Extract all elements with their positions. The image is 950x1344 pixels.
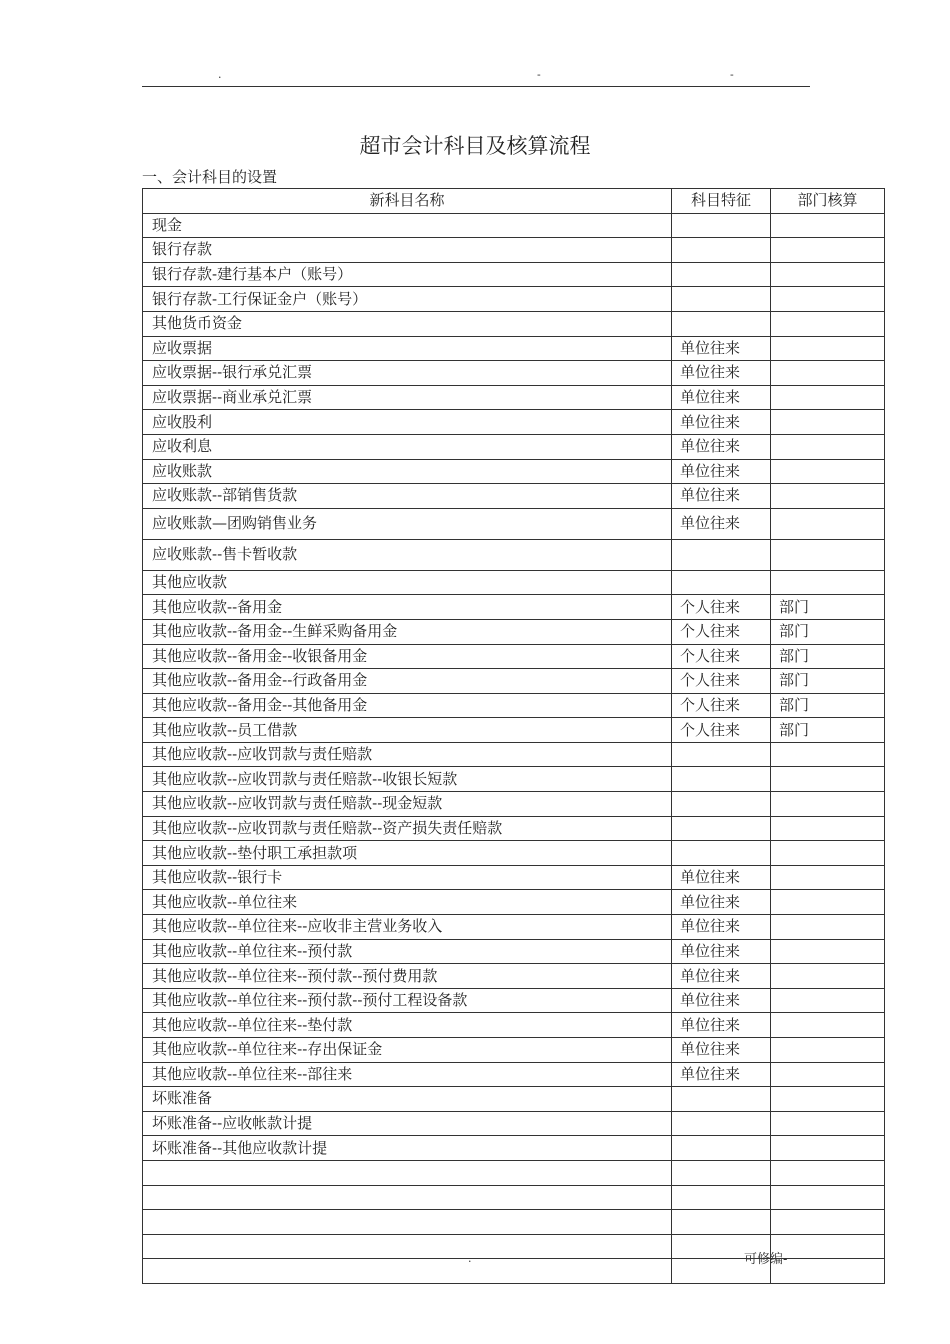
- department-cell: 部门: [771, 595, 885, 620]
- account-feature-cell: [672, 262, 771, 287]
- department-cell: [771, 508, 885, 539]
- department-cell: [771, 459, 885, 484]
- department-cell: [771, 1038, 885, 1063]
- account-name-cell: 银行存款-工行保证金户（账号）: [143, 287, 672, 312]
- header-rule: [142, 86, 810, 87]
- table-row: [143, 287, 885, 312]
- department-cell: [771, 213, 885, 238]
- account-feature-cell: [672, 742, 771, 767]
- account-name-cell: 其他应收款--单位往来--预付款: [143, 939, 672, 964]
- account-feature-cell: 个人往来: [672, 693, 771, 718]
- department-cell: [771, 238, 885, 263]
- account-feature-cell: 单位往来: [672, 915, 771, 940]
- account-name-cell: 应收票据--银行承兑汇票: [143, 361, 672, 386]
- department-cell: [771, 410, 885, 435]
- section-heading: 一、会计科目的设置: [142, 168, 278, 186]
- department-cell: [771, 767, 885, 792]
- account-name-cell: 其他应收款--备用金--行政备用金: [143, 669, 672, 694]
- department-cell: [771, 964, 885, 989]
- account-feature-cell: [672, 1087, 771, 1112]
- account-name-cell: 其他应收款--员工借款: [143, 718, 672, 743]
- account-name-cell: 其他应收款--应收罚款与责任赔款: [143, 742, 672, 767]
- department-cell: [771, 1210, 885, 1235]
- table-row: [143, 595, 885, 620]
- table-row: [143, 816, 885, 841]
- table-row: [143, 718, 885, 743]
- table-row: [143, 570, 885, 595]
- table-row: [143, 1111, 885, 1136]
- department-cell: [771, 792, 885, 817]
- account-feature-cell: 单位往来: [672, 508, 771, 539]
- account-name-cell: 其他应收款--单位往来--部往来: [143, 1062, 672, 1087]
- footer-editable-note: 可修编-: [744, 1252, 788, 1267]
- department-cell: [771, 539, 885, 570]
- table-row: [143, 964, 885, 989]
- department-cell: 部门: [771, 693, 885, 718]
- account-feature-cell: [672, 1210, 771, 1235]
- table-row: [143, 238, 885, 263]
- account-feature-cell: 单位往来: [672, 964, 771, 989]
- table-row: [143, 693, 885, 718]
- table-row: [143, 865, 885, 890]
- table-row: [143, 890, 885, 915]
- column-header-feature: 科目特征: [672, 189, 771, 214]
- account-name-cell: 其他应收款--备用金--收银备用金: [143, 644, 672, 669]
- account-feature-cell: 个人往来: [672, 669, 771, 694]
- department-cell: [771, 1087, 885, 1112]
- account-name-cell: 其他应收款--应收罚款与责任赔款--现金短款: [143, 792, 672, 817]
- department-cell: [771, 1111, 885, 1136]
- table-row: [143, 213, 885, 238]
- department-cell: [771, 890, 885, 915]
- department-cell: [771, 1259, 885, 1284]
- account-name-cell: 坏账准备--其他应收款计提: [143, 1136, 672, 1161]
- department-cell: [771, 1234, 885, 1259]
- account-name-cell: 其他应收款--单位往来: [143, 890, 672, 915]
- account-name-cell: 应收账款--部销售货款: [143, 484, 672, 509]
- account-name-cell: [143, 1185, 672, 1210]
- table-row: [143, 385, 885, 410]
- account-feature-cell: 单位往来: [672, 361, 771, 386]
- account-feature-cell: 单位往来: [672, 865, 771, 890]
- department-cell: [771, 336, 885, 361]
- account-feature-cell: 单位往来: [672, 988, 771, 1013]
- table-row: [143, 767, 885, 792]
- department-cell: [771, 915, 885, 940]
- account-name-cell: 应收票据: [143, 336, 672, 361]
- department-cell: [771, 1062, 885, 1087]
- table-row: [143, 508, 885, 539]
- account-feature-cell: 个人往来: [672, 619, 771, 644]
- account-feature-cell: 单位往来: [672, 385, 771, 410]
- department-cell: [771, 1013, 885, 1038]
- department-cell: [771, 434, 885, 459]
- account-feature-cell: [672, 841, 771, 866]
- account-name-cell: 其他应收款--单位往来--垫付款: [143, 1013, 672, 1038]
- account-name-cell: 应收账款--售卡暂收款: [143, 539, 672, 570]
- account-name-cell: 银行存款: [143, 238, 672, 263]
- account-name-cell: 坏账准备--应收帐款计提: [143, 1111, 672, 1136]
- account-feature-cell: 单位往来: [672, 1062, 771, 1087]
- account-name-cell: 坏账准备: [143, 1087, 672, 1112]
- department-cell: [771, 262, 885, 287]
- table-row: [143, 644, 885, 669]
- table-row: [143, 336, 885, 361]
- account-feature-cell: [672, 539, 771, 570]
- table-row: [143, 841, 885, 866]
- account-name-cell: 其他应收款--备用金--生鲜采购备用金: [143, 619, 672, 644]
- footer-dot: .: [468, 1252, 472, 1265]
- account-feature-cell: 单位往来: [672, 1038, 771, 1063]
- account-name-cell: 银行存款-建行基本户（账号）: [143, 262, 672, 287]
- department-cell: [771, 311, 885, 336]
- table-row: [143, 434, 885, 459]
- account-feature-cell: [672, 238, 771, 263]
- table-row: [143, 361, 885, 386]
- table-row: [143, 1185, 885, 1210]
- department-cell: [771, 484, 885, 509]
- department-cell: [771, 841, 885, 866]
- account-name-cell: 其他应收款--单位往来--预付款--预付工程设备款: [143, 988, 672, 1013]
- account-name-cell: 应收票据--商业承兑汇票: [143, 385, 672, 410]
- table-row: [143, 988, 885, 1013]
- column-header-department: 部门核算: [771, 189, 885, 214]
- account-name-cell: 其他应收款--垫付职工承担款项: [143, 841, 672, 866]
- department-cell: [771, 570, 885, 595]
- department-cell: [771, 816, 885, 841]
- account-name-cell: 其他应收款--应收罚款与责任赔款--收银长短款: [143, 767, 672, 792]
- department-cell: [771, 1185, 885, 1210]
- account-name-cell: [143, 1259, 672, 1284]
- table-row: [143, 262, 885, 287]
- table-row: [143, 1136, 885, 1161]
- table-row: [143, 311, 885, 336]
- department-cell: 部门: [771, 718, 885, 743]
- department-cell: [771, 385, 885, 410]
- account-feature-cell: 单位往来: [672, 890, 771, 915]
- table-row: [143, 792, 885, 817]
- table-row: [143, 1160, 885, 1185]
- table-row: [143, 742, 885, 767]
- department-cell: 部门: [771, 669, 885, 694]
- account-name-cell: 现金: [143, 213, 672, 238]
- account-name-cell: 其他应收款--单位往来--存出保证金: [143, 1038, 672, 1063]
- account-name-cell: 其他应收款--单位往来--预付款--预付费用款: [143, 964, 672, 989]
- account-feature-cell: [672, 1160, 771, 1185]
- account-feature-cell: 单位往来: [672, 459, 771, 484]
- account-feature-cell: [672, 570, 771, 595]
- document-title: 超市会计科目及核算流程: [359, 134, 591, 158]
- account-feature-cell: [672, 792, 771, 817]
- account-name-cell: 应收账款: [143, 459, 672, 484]
- department-cell: [771, 988, 885, 1013]
- table-row: [143, 1013, 885, 1038]
- department-cell: [771, 361, 885, 386]
- account-name-cell: [143, 1210, 672, 1235]
- department-cell: 部门: [771, 619, 885, 644]
- account-table: [142, 188, 885, 1284]
- table-row: [143, 1062, 885, 1087]
- account-feature-cell: [672, 287, 771, 312]
- account-name-cell: 应收利息: [143, 434, 672, 459]
- account-feature-cell: [672, 1136, 771, 1161]
- account-name-cell: 其他应收款--单位往来--应收非主营业务收入: [143, 915, 672, 940]
- account-name-cell: 其他货币资金: [143, 311, 672, 336]
- table-row: [143, 410, 885, 435]
- account-name-cell: [143, 1160, 672, 1185]
- department-cell: [771, 865, 885, 890]
- account-name-cell: 其他应收款--应收罚款与责任赔款--资产损失责任赔款: [143, 816, 672, 841]
- account-name-cell: 其他应收款: [143, 570, 672, 595]
- department-cell: [771, 1160, 885, 1185]
- account-feature-cell: 单位往来: [672, 484, 771, 509]
- header-mark: -: [730, 68, 734, 81]
- account-feature-cell: 个人往来: [672, 595, 771, 620]
- table-row: [143, 619, 885, 644]
- table-row: [143, 939, 885, 964]
- account-feature-cell: [672, 1185, 771, 1210]
- account-feature-cell: 单位往来: [672, 410, 771, 435]
- department-cell: [771, 742, 885, 767]
- table-row: [143, 539, 885, 570]
- table-header-row: [143, 189, 885, 214]
- table-row: [143, 1087, 885, 1112]
- account-feature-cell: [672, 213, 771, 238]
- account-name-cell: 其他应收款--备用金: [143, 595, 672, 620]
- table-row: [143, 915, 885, 940]
- table-row: [143, 1038, 885, 1063]
- account-feature-cell: [672, 1111, 771, 1136]
- account-feature-cell: 单位往来: [672, 336, 771, 361]
- table-row: [143, 669, 885, 694]
- column-header-account-name: 新科目名称: [143, 189, 672, 214]
- account-name-cell: 应收股利: [143, 410, 672, 435]
- department-cell: [771, 287, 885, 312]
- header-mark: -: [537, 68, 541, 81]
- account-feature-cell: 单位往来: [672, 1013, 771, 1038]
- account-feature-cell: [672, 767, 771, 792]
- department-cell: [771, 939, 885, 964]
- header-mark: .: [218, 68, 222, 81]
- account-name-cell: 其他应收款--备用金--其他备用金: [143, 693, 672, 718]
- account-feature-cell: 单位往来: [672, 939, 771, 964]
- account-feature-cell: 个人往来: [672, 718, 771, 743]
- table-row: [143, 459, 885, 484]
- department-cell: 部门: [771, 644, 885, 669]
- account-feature-cell: [672, 311, 771, 336]
- account-feature-cell: 个人往来: [672, 644, 771, 669]
- table-row: [143, 1210, 885, 1235]
- account-name-cell: 应收账款—团购销售业务: [143, 508, 672, 539]
- table-row: [143, 484, 885, 509]
- account-name-cell: 其他应收款--银行卡: [143, 865, 672, 890]
- department-cell: [771, 1136, 885, 1161]
- account-feature-cell: 单位往来: [672, 434, 771, 459]
- account-name-cell: [143, 1234, 672, 1259]
- account-feature-cell: [672, 816, 771, 841]
